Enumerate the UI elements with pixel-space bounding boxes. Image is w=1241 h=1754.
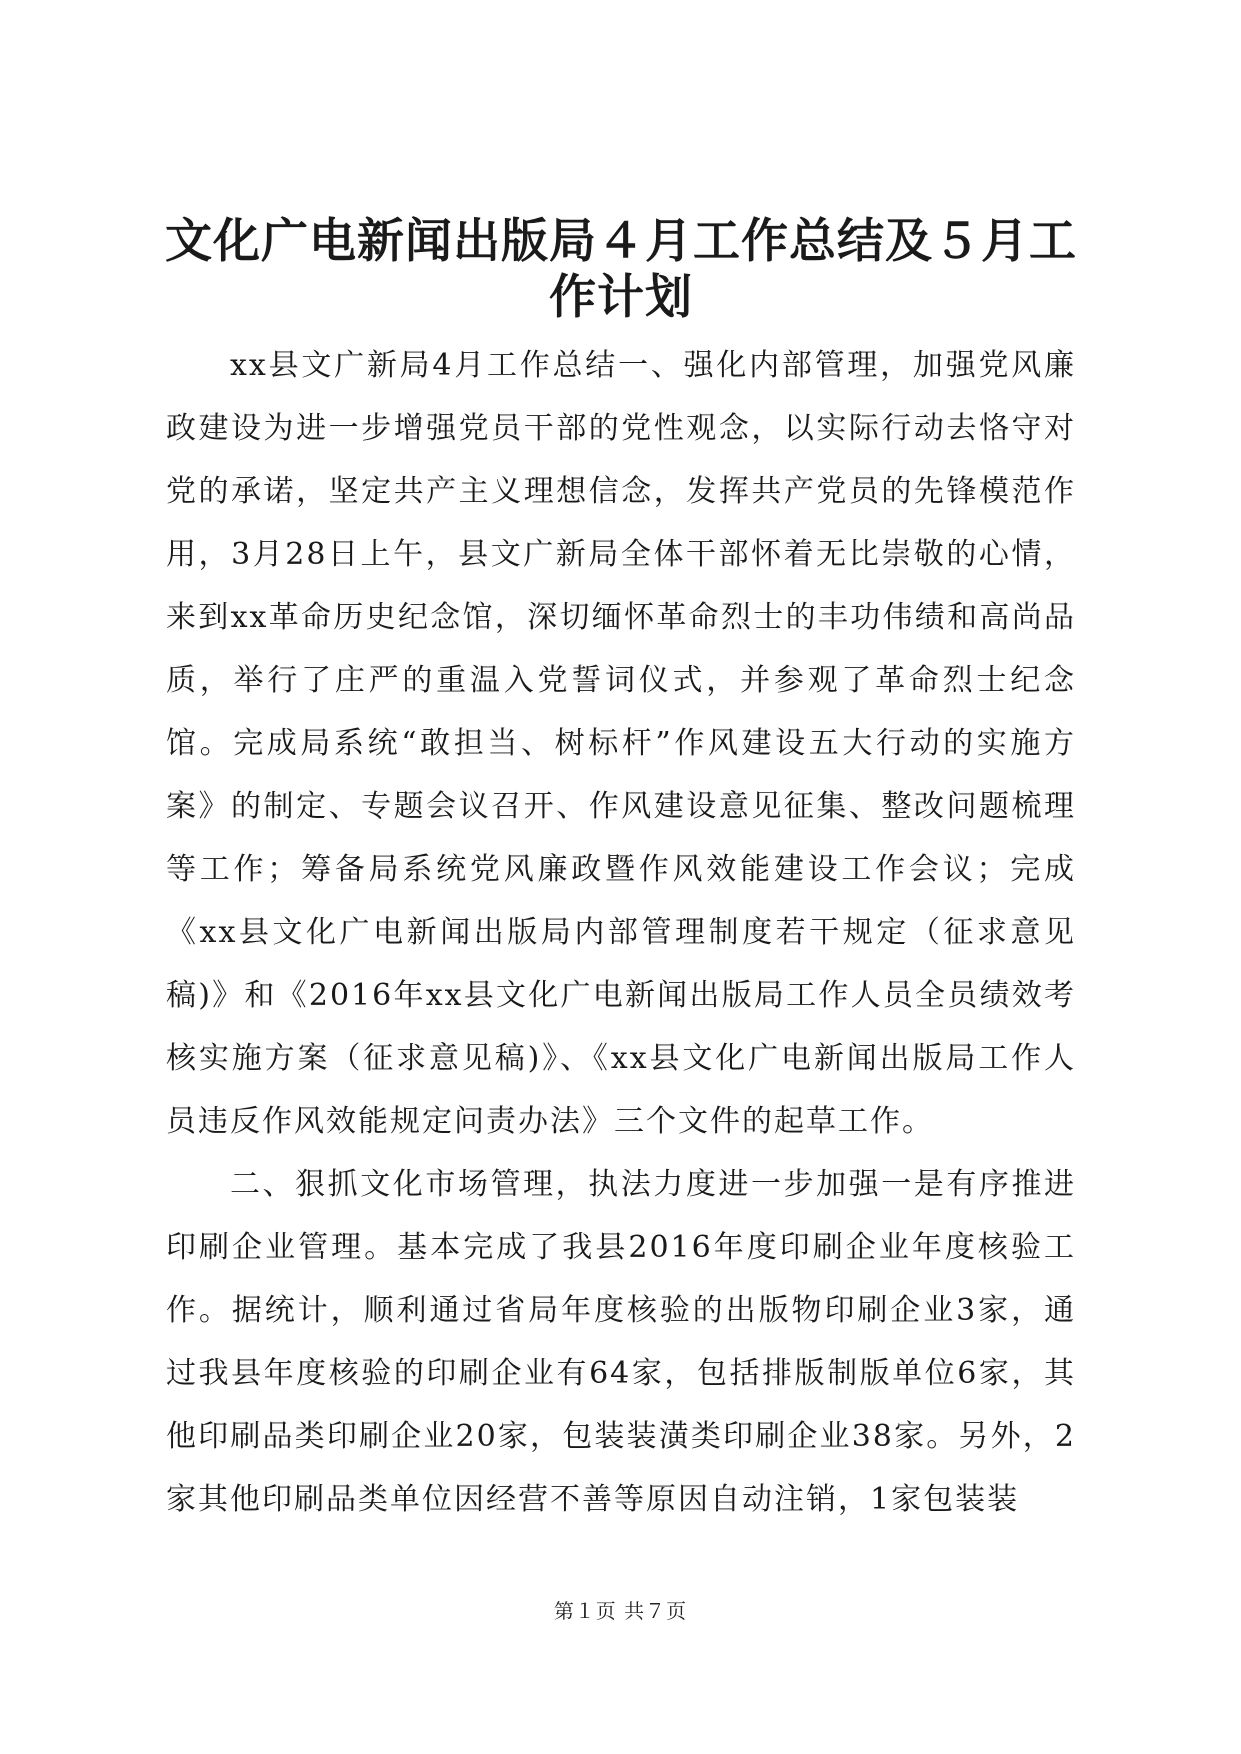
document-title: 文化广电新闻出版局４月工作总结及５月工作计划 (165, 214, 1077, 325)
document-body (166, 334, 1076, 1531)
page-footer: 第１页 共７页 (553, 1599, 688, 1623)
paragraph-1: xx县文广新局4月工作总结一、强化内部管理，加强党风廉政建设为进一步增强党员干部的党性观念，以实际行动去恪守对党的承诺，坚定共产主义理想信念，发挥共产党员的先锋模范作用，3月28日上午，县文广新局全体干部怀着无比崇敬的心情，来到xx革命历史纪念馆，深切缅怀革命烈士的丰功伟绩和高尚品质，举行了庄严的重温入党誓词仪式，并参观了革命烈士纪念馆。完成局系统“敢担当、树标杆”作风建设五大行动的实施方案》的制定、专题会议召开、作风建设意见征集、整改问题梳理等工作；筹备局系统党风廉政暨作风效能建设工作会议；完成《xx县文化广电新闻出版局内部管理制度若干规定（征求意见稿)》和《2016年xx县文化广电新闻出版局工作人员全员绩效考核实施方案（征求意见稿)》、《xx县文化广电新闻出版局工作人员违反作风效能规定问责办法》三个文件的起草工作。 (166, 348, 1076, 1139)
paragraph-2: 二、狠抓文化市场管理，执法力度进一步加强一是有序推进印刷企业管理。基本完成了我县2016年度印刷企业年度核验工作。据统计，顺利通过省局年度核验的出版物印刷企业3家，通过我县年度核验的印刷企业有64家，包括排版制版单位6家，其他印刷品类印刷企业20家，包装装潢类印刷企业38家。另外，2家其他印刷品类单位因经营不善等原因自动注销，1家包装装 (166, 1167, 1076, 1517)
